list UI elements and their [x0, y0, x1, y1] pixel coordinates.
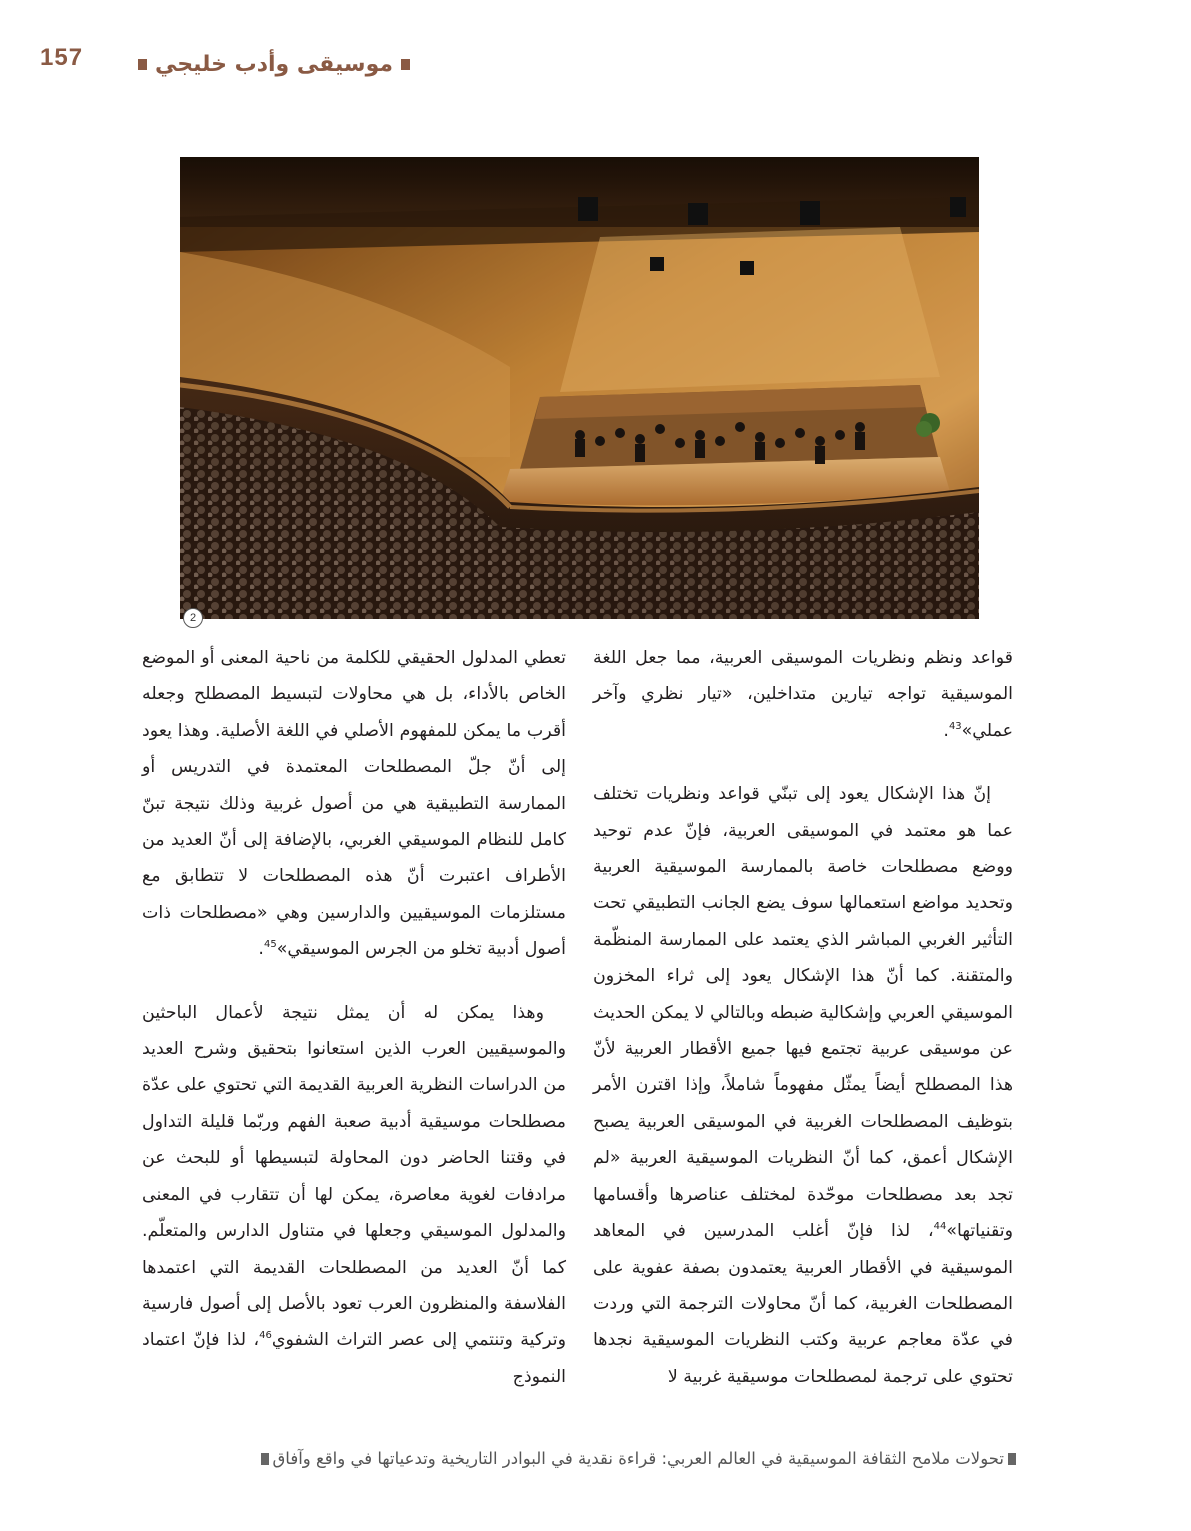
paragraph: إنّ هذا الإشكال يعود إلى تبنّي قواعد ونظريات تختلف عما هو معتمد في الموسيقى العربية، فإنّ عدم توحيد ووضع مصطلحات خاصة بالممارسة الموسيقية العربية وتحديد مواضع استعمالها سوف يضع الجانب التطبيقي تحت التأثير الغربي المباشر الذي يعتمد على الممارسة المنظّمة والمتقنة. كما أنّ هذا الإشكال يعود إلى ثراء المخزون الموسيقي العربي وإشكالية ضبطه وبالتالي لا يمكن الحديث عن موسيقى عربية تجتمع فيها جميع الأقطار العربية لأنّ هذا المصطلح أيضاً يمثّل مفهوماً شاملاً، وإذا اقترن الأمر بتوظيف المصطلحات الغربية في الموسيقى العربية يصبح الإشكال أعمق، كما أنّ النظريات الموسيقية العربية «لم تجد بعد مصطلحات موحّدة لمختلف عناصرها وأقسامها وتقنياتها»$^{44}$، لذا فإنّ أغلب المدرسين في المعاهد الموسيقية في الأقطار العربية يعتمدون بصفة عفوية على المصطلحات الغربية، كما أنّ محاولات الترجمة التي وردت في عدّة معاجم عربية وكتب النظريات الموسيقية نجدها تحتوي على ترجمة لمصطلحات موسيقية غربية لا — [593, 784, 1013, 1387]
running-footer — [140, 1449, 1020, 1468]
figure-number-badge: 2 — [183, 608, 203, 628]
footnote-ref: 45 — [263, 939, 277, 951]
bullet-square-icon — [261, 1453, 269, 1465]
paragraph: قواعد ونظم ونظريات الموسيقى العربية، مما جعل اللغة الموسيقية تواجه تيارين متداخلين، «تيار نظري وآخر عملي»$^{43}$. — [593, 648, 1013, 741]
running-header — [130, 52, 418, 77]
text-column-right — [593, 640, 1013, 1395]
concert-hall-photo — [180, 157, 979, 619]
page-number: 157 — [40, 44, 84, 71]
concert-hall-illustration — [180, 157, 979, 619]
footnote-ref: 43 — [948, 721, 962, 733]
footnote-ref: 46 — [259, 1330, 272, 1342]
bullet-square-icon — [401, 59, 410, 70]
running-title: موسيقى وأدب خليجي — [155, 52, 393, 77]
text-column-left — [142, 640, 566, 1395]
paragraph: وهذا يمكن له أن يمثل نتيجة لأعمال الباحثين والموسيقيين العرب الذين استعانوا بتحقيق وشرح العديد من الدراسات النظرية العربية القديمة التي تحتوي على عدّة مصطلحات موسيقية أدبية صعبة الفهم وربّما قليلة التداول في وقتنا الحاضر دون المحاولة لتبسيطها أو للبحث عن مرادفات لغوية معاصرة، يمكن لها أن تتقارب في المعنى والمدلول الموسيقي وجعلها في متناول الدارس والمتعلّم. كما أنّ العديد من المصطلحات القديمة التي اعتمدها الفلاسفة والمنظرون العرب تعود بالأصل إلى أصول فارسية وتركية وتنتمي إلى عصر التراث الشفوي$^{46}$، لذا فإنّ اعتماد النموذج — [142, 1002, 566, 1387]
paragraph: تعطي المدلول الحقيقي للكلمة من ناحية المعنى أو الموضع الخاص بالأداء، بل هي محاولات لتبسيط المصطلح وجعله أقرب ما يمكن للمفهوم الأصلي في اللغة الأصلية. وهذا يعود إلى أنّ جلّ المصطلحات المعتمدة في التدريس أو الممارسة التطبيقية هي من أصول غربية وذلك نتيجة تبنّ كامل للنظام الموسيقي الغربي، بالإضافة إلى أنّ العديد من الأطراف اعتبرت أنّ هذه المصطلحات لا تتطابق مع مستلزمات الموسيقيين والدارسين وهي «مصطلحات ذات أصول أدبية تخلو من الجرس الموسيقي»$^{45}$. — [142, 648, 566, 960]
bullet-square-icon — [138, 59, 147, 70]
footnote-ref: 44 — [933, 1221, 947, 1233]
bullet-square-icon — [1008, 1453, 1016, 1465]
footer-title: تحولات ملامح الثقافة الموسيقية في العالم العربي: قراءة نقدية في البوادر التاريخية وتدعياتها في واقع وآفاق — [272, 1449, 1004, 1468]
